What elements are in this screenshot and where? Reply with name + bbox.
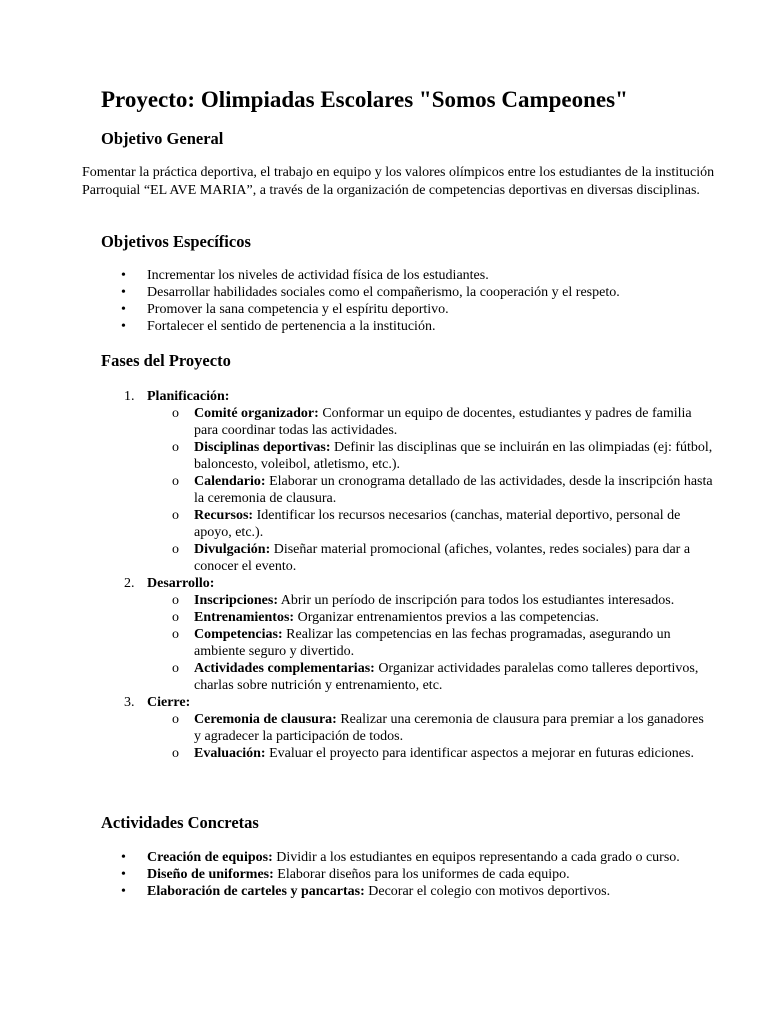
phase-sublist xyxy=(172,711,720,762)
phase-title: Cierre: xyxy=(147,695,191,710)
circle-bullet-icon: o xyxy=(172,627,179,642)
fases-list xyxy=(0,388,720,762)
activity-desc: Elaborar diseños para los uniformes de cada equipo. xyxy=(277,867,570,882)
sub-item-term: Actividades complementarias: xyxy=(194,661,375,676)
document-title: Proyecto: Olimpiadas Escolares "Somos Campeones" xyxy=(101,87,628,112)
sub-item xyxy=(172,626,714,660)
phase-number: 1. xyxy=(124,389,135,404)
activity-term: Creación de equipos: xyxy=(147,850,273,865)
circle-bullet-icon: o xyxy=(172,661,179,676)
sub-item xyxy=(172,592,714,609)
objetivos-especificos-list xyxy=(0,267,720,335)
activity-term: Diseño de uniformes: xyxy=(147,867,274,882)
circle-bullet-icon: o xyxy=(172,406,179,421)
sub-item-desc: Definir las disciplinas que se incluirán en las olimpiadas (ej: fútbol, baloncesto, voleibol, atletismo, etc.). xyxy=(194,440,713,472)
phase-sublist xyxy=(172,405,720,575)
sub-item-desc: Identificar los recursos necesarios (canchas, material deportivo, personal de apoyo, etc.). xyxy=(194,508,681,540)
list-item: • Fortalecer el sentido de pertenencia a la institución. xyxy=(0,318,720,335)
list-item: • Incrementar los niveles de actividad física de los estudiantes. xyxy=(0,267,720,284)
sub-item xyxy=(172,439,714,473)
list-item xyxy=(0,866,720,883)
sub-item xyxy=(172,541,714,575)
circle-bullet-icon: o xyxy=(172,440,179,455)
circle-bullet-icon: o xyxy=(172,593,179,608)
objetivo-general-heading: Objetivo General xyxy=(101,129,224,148)
sub-item-desc: Conformar un equipo de docentes, estudiantes y padres de familia para coordinar todas las actividades. xyxy=(194,406,692,438)
phase-item xyxy=(0,694,720,762)
circle-bullet-icon: o xyxy=(172,746,179,761)
circle-bullet-icon: o xyxy=(172,610,179,625)
sub-item xyxy=(172,609,714,626)
sub-item-term: Calendario: xyxy=(194,474,266,489)
sub-item-desc: Realizar las competencias en las fechas programadas, asegurando un ambiente seguro y divertido. xyxy=(194,627,671,659)
phase-number: 3. xyxy=(124,695,135,710)
sub-item-term: Recursos: xyxy=(194,508,254,523)
circle-bullet-icon: o xyxy=(172,712,179,727)
sub-item-term: Inscripciones: xyxy=(194,593,278,608)
fases-heading: Fases del Proyecto xyxy=(101,351,231,370)
list-item: • Promover la sana competencia y el espíritu deportivo. xyxy=(0,301,720,318)
sub-item xyxy=(172,405,714,439)
objetivos-especificos-heading: Objetivos Específicos xyxy=(101,232,251,251)
sub-item-desc: Abrir un período de inscripción para todos los estudiantes interesados. xyxy=(280,593,675,608)
sub-item-desc: Diseñar material promocional (afiches, volantes, redes sociales) para dar a conocer el evento. xyxy=(194,542,691,574)
list-item: • Desarrollar habilidades sociales como el compañerismo, la cooperación y el respeto. xyxy=(0,284,720,301)
sub-item-desc: Organizar actividades paralelas como talleres deportivos, charlas sobre nutrición y entrenamiento, etc. xyxy=(194,661,699,693)
sub-item-term: Evaluación: xyxy=(194,746,266,761)
actividades-list xyxy=(0,849,720,900)
sub-item-desc: Organizar entrenamientos previos a las competencias. xyxy=(297,610,599,625)
phase-item xyxy=(0,388,720,575)
sub-item-term: Ceremonia de clausura: xyxy=(194,712,337,727)
sub-item xyxy=(172,745,714,762)
sub-item-desc: Evaluar el proyecto para identificar aspectos a mejorar en futuras ediciones. xyxy=(269,746,694,761)
sub-item xyxy=(172,711,714,745)
circle-bullet-icon: o xyxy=(172,542,179,557)
sub-item-desc: Realizar una ceremonia de clausura para premiar a los ganadores y agradecer la participación de todos. xyxy=(194,712,704,744)
phase-title: Planificación: xyxy=(147,389,230,404)
list-item xyxy=(0,883,720,900)
sub-item-term: Disciplinas deportivas: xyxy=(194,440,331,455)
circle-bullet-icon: o xyxy=(172,474,179,489)
sub-item xyxy=(172,473,714,507)
sub-item-term: Comité organizador: xyxy=(194,406,319,421)
objetivo-general-text: Fomentar la práctica deportiva, el trabajo en equipo y los valores olímpicos entre los estudiantes de la institución Parroquial “EL AVE MARIA”, a través de la organización de competencias deportivas en diversas disciplinas. xyxy=(82,165,715,198)
circle-bullet-icon: o xyxy=(172,508,179,523)
actividades-heading: Actividades Concretas xyxy=(101,813,259,832)
phase-number: 2. xyxy=(124,576,135,591)
sub-item-term: Competencias: xyxy=(194,627,283,642)
activity-term: Elaboración de carteles y pancartas: xyxy=(147,884,365,899)
activity-desc: Dividir a los estudiantes en equipos representando a cada grado o curso. xyxy=(276,850,680,865)
sub-item xyxy=(172,507,714,541)
phase-item xyxy=(0,575,720,694)
list-item xyxy=(0,849,707,866)
phase-sublist xyxy=(172,592,720,694)
sub-item xyxy=(172,660,714,694)
activity-desc: Decorar el colegio con motivos deportivos. xyxy=(368,884,611,899)
sub-item-term: Divulgación: xyxy=(194,542,271,557)
phase-title: Desarrollo: xyxy=(147,576,215,591)
sub-item-desc: Elaborar un cronograma detallado de las actividades, desde la inscripción hasta la ceremonia de clausura. xyxy=(194,474,713,506)
sub-item-term: Entrenamientos: xyxy=(194,610,295,625)
